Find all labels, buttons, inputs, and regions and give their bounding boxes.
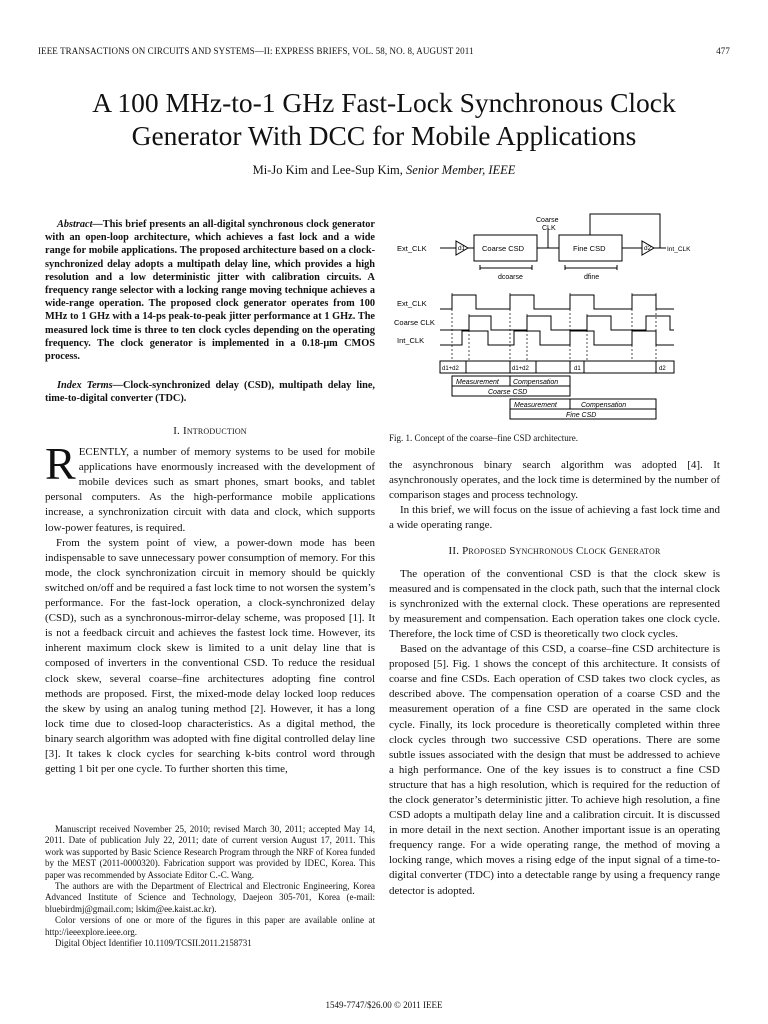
running-header bbox=[38, 46, 730, 56]
abstract-text: This brief presents an all-digital synchronous clock generator with an open-loop architecture, which achieves a fast lock and a wide range for mobile applications. The proposed architecture based on a clock-synchronized delay adopts a multipath delay line, which provides a high resolution and a low deterministic jitter with calibration circuits. A frequency range selector with a locking range moving technique achieves a wide-range operation. The proposed clock generator operates from 100 MHz to 1 GHz with a 14-ps peak-to-peak jitter performance at 1 GHz. The measured lock time is three to ten clock cycles depending on the operating frequency. The clock generator is implemented in a 0.18-μm CMOS process. bbox=[45, 219, 375, 363]
fig-measurement-1: Measurement bbox=[456, 379, 499, 386]
right-column-body bbox=[389, 458, 720, 899]
fig-coarse-clk-line2: CLK bbox=[542, 225, 556, 232]
drop-cap: R bbox=[45, 438, 76, 490]
footnote-color: Color versions of one or more of the figures in this paper are available online at http://ieeexplore.ieee.org. bbox=[45, 915, 375, 937]
title-line-2: Generator With DCC for Mobile Applications bbox=[131, 120, 637, 151]
abstract bbox=[45, 218, 375, 363]
journal-name: IEEE TRANSACTIONS ON CIRCUITS AND SYSTEMS—II: EXPRESS BRIEFS, VOL. 58, NO. 8, AUGUST 2011 bbox=[38, 46, 474, 56]
fig-coarse-clk-line1: Coarse bbox=[536, 217, 559, 224]
abstract-label: Abstract— bbox=[57, 219, 103, 230]
fig-wave-int: Int_CLK bbox=[397, 336, 425, 345]
fig-coarse-csd-bar: Coarse CSD bbox=[488, 389, 528, 396]
figure-1-caption: Fig. 1. Concept of the coarse–fine CSD architecture. bbox=[389, 433, 578, 443]
footnote bbox=[45, 824, 375, 949]
fig-compensation-2: Compensation bbox=[581, 402, 627, 409]
left-column-body bbox=[45, 424, 375, 777]
author-line bbox=[0, 163, 768, 178]
fig-d1d2-b: d1+d2 bbox=[512, 366, 529, 372]
figure-1 bbox=[394, 214, 691, 424]
fig-coarse-csd: Coarse CSD bbox=[482, 244, 525, 253]
right-paragraph-1: the asynchronous binary search algorithm was adopted [4]. It asynchronously operates, and the lock time is determined by the number of comparison stages and process technology. bbox=[389, 459, 720, 502]
index-terms bbox=[45, 379, 375, 405]
copyright-line: 1549-7747/$26.00 © 2011 IEEE bbox=[325, 1000, 443, 1010]
fig-d1-b: d1 bbox=[574, 366, 581, 372]
intro-paragraph-1: RECENTLY, a number of memory systems to be used for mobile applications have enormously increased with the development of mobile devices such as smart phones, smart books, and tablet personal computers. As the high-performance mobile applications increase, a synchronization circuit with data and clock, which supports low-power features, is required. bbox=[45, 438, 375, 534]
author-role: Senior Member, IEEE bbox=[406, 163, 516, 177]
section-2-paragraph-1: The operation of the conventional CSD is that the clock skew is measured and is compensated in the clock path, such that the internal clock is synchronized with the external clock. These operations are represented by measurement and compensation. Each operation takes one clock cycle. Therefore, the lock time of CSD is theoretically two clock cycles. bbox=[389, 567, 720, 640]
footnote-doi: Digital Object Identifier 10.1109/TCSII.2011.2158731 bbox=[55, 938, 252, 949]
section-2-heading: II. Proposed Synchronous Clock Generator bbox=[448, 545, 661, 558]
fig-d2-b: d2 bbox=[659, 366, 666, 372]
fig-d2: d2 bbox=[644, 245, 652, 252]
right-paragraph-2: In this brief, we will focus on the issue of achieving a fast lock time and a wide operating range. bbox=[389, 504, 720, 532]
section-1-title: Introduction bbox=[182, 425, 247, 437]
fig-measurement-2: Measurement bbox=[514, 402, 557, 409]
fig-wave-ext: Ext_CLK bbox=[397, 299, 427, 308]
fig-compensation-1: Compensation bbox=[513, 379, 559, 386]
title-line-1: A 100 MHz-to-1 GHz Fast-Lock Synchronous Clock bbox=[92, 87, 676, 118]
section-1-heading: I. Introduction bbox=[173, 425, 247, 437]
fig-dcoarse: dcoarse bbox=[498, 274, 523, 281]
fig-fine-csd: Fine CSD bbox=[573, 244, 606, 253]
fig-ext-clk-in: Ext_CLK bbox=[397, 244, 427, 253]
fig-fine-csd-bar: Fine CSD bbox=[566, 412, 597, 419]
fig-int-clk-out: Int_CLK bbox=[667, 246, 691, 253]
section-2-paragraph-2: Based on the advantage of this CSD, a coarse–fine CSD architecture is proposed [5]. Fig. 1 shows the concept of this architecture. It consists of coarse and fine CSDs. Each operation of CSD takes two clock cycles, as described above. The compensation operation of a coarse CSD and the measurement operation of a fine CSD are operated in the same clock cycle. Finally, its lock procedure is theoretically completed within three clock cycles through two successive CSD operations. There are some subtle issues associated with the design that must be addressed to achieve a high performance. One of the key issues is to construct a fine CSD structure that has a high resolution, which is required for the reduction of the clock generator’s deterministic jitter. To achieve high resolution, a fine CSD adopts a multipath delay line and a calibration circuit. It is discussed in more detail in the next section. Another important issue is an operating frequency range. For a wide operating range, the method of moving a locking range, which moves a rising edge of the input signal of a time-to-digital converter (TDC) into a detectable range by using a frequency range detector is adopted. bbox=[389, 643, 720, 897]
footnote-affiliation: The authors are with the Department of Electrical and Electronic Engineering, Korea Advanced Institute of Science and Technology, Daejeon 305-701, Korea (e-mail: bluebirdmj@gmail.com; lskim@ee.kaist.ac.kr). bbox=[45, 881, 375, 914]
page-number: 477 bbox=[716, 46, 730, 56]
fig-dfine: dfine bbox=[584, 274, 600, 281]
fig-wave-coarse: Coarse CLK bbox=[394, 318, 435, 327]
author-names: Mi-Jo Kim and Lee-Sup Kim, bbox=[252, 163, 407, 177]
intro-paragraph-2: From the system point of view, a power-down mode has been indispensable to save unnecessary power consumption of memory. For this mode, the clock synchronization circuit in memory should be quickly switched on/off and be required a fast lock time to not worsen the system’s performance. For the fast-lock operation, a clock-synchronized delay (CSD), such as a synchronous-mirror-delay scheme, was proposed [1]. It is not a feedback circuit and achieves the fastest lock time. However, its inherent maximum clock skew is limited to a unit delay line that is composed of inverters in the conventional CSD. To reduce the residual clock skew, several coarse–fine architectures adopting fine control methods are proposed. First, the mixed-mode delay locked loop reduces the skew by using an analog tuning method [2]. However, it has a long lock time due to closed-loop characteristics. As a digital method, the binary search algorithm was adopted with fine digital controlled delay line [3]. It takes k clock cycles for searching k-bits control word through getting 1 bit per one cycle. To further shorten this time, bbox=[45, 536, 375, 776]
section-2-title: Proposed Synchronous Clock Generator bbox=[462, 545, 661, 558]
index-terms-label: Index Terms— bbox=[57, 380, 123, 391]
footnote-manuscript: Manuscript received November 25, 2010; revised March 30, 2011; accepted May 14, 2011. Date of publication July 22, 2011; date of current version August 17, 2011. This work was supported by Basic Science Research Program through the NRF of Korea funded by the MEST (2011-0000320). Fabrication support was provided by IDEC, Korea. This paper was recommended by Associate Editor C.-C. Wang. bbox=[45, 824, 375, 880]
paper-title bbox=[30, 86, 738, 152]
fig-d1d2-a: d1+d2 bbox=[442, 366, 459, 372]
fig-d1: d1 bbox=[458, 245, 466, 252]
index-terms-text: Clock-synchronized delay (CSD), multipath delay line, time-to-digital converter (TDC). bbox=[45, 380, 375, 405]
